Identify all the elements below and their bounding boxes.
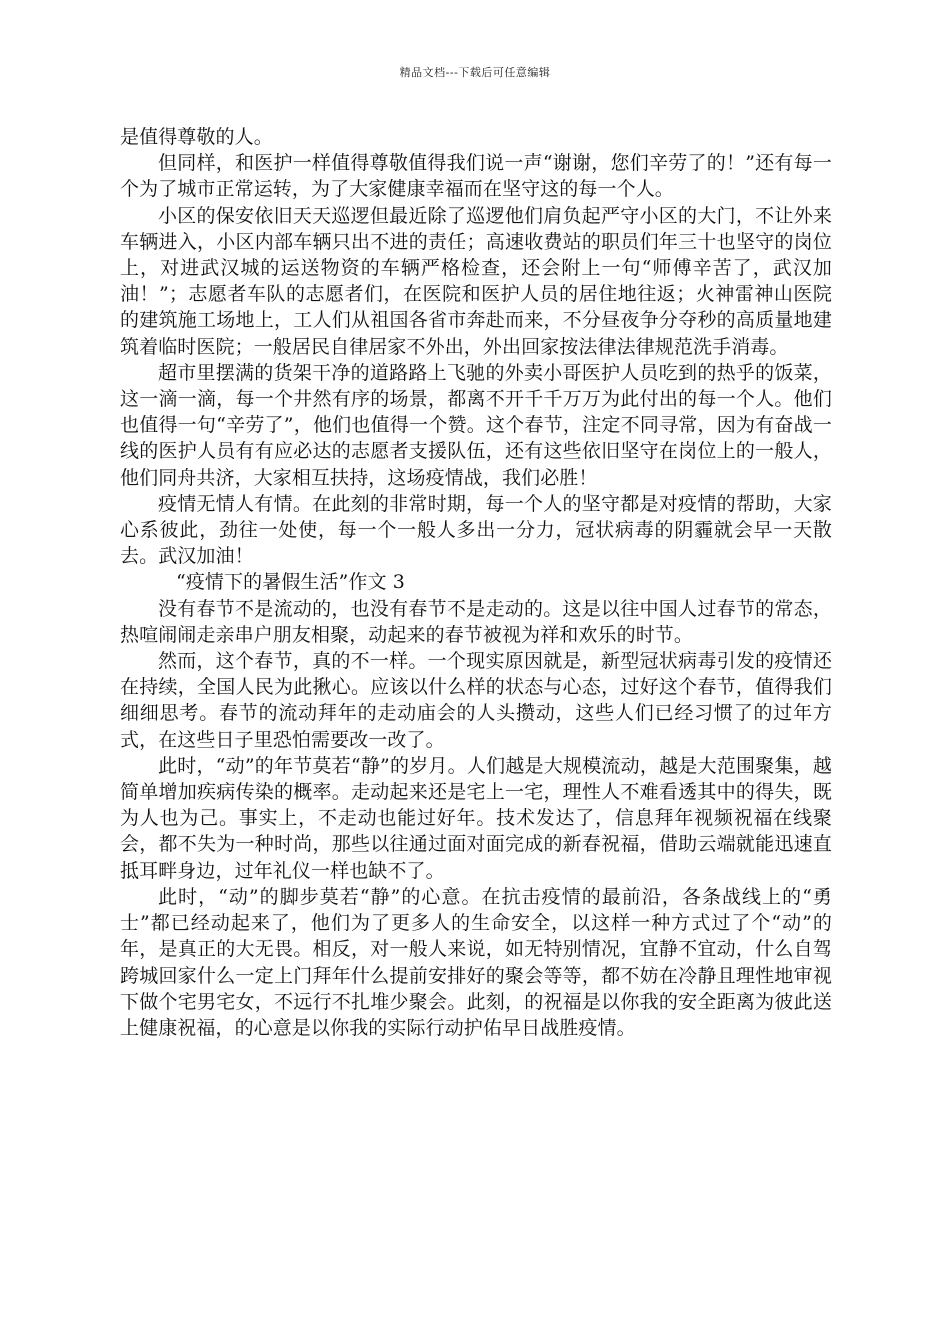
paragraph: 超市里摆满的货架干净的道路路上飞驰的外卖小哥医护人员吃到的热乎的饭菜，这一滴一滴，每一个井然有序的场景，都离不开千千万万为此付出的每一个人。他们也值得一句“辛劳了”，他们也值得一个赞。这个春节，注定不同寻常，因为有奋战一线的医护人员有有应必达的志愿者支援队伍，还有这些依旧坚守在岗位上的一般人，他们同舟共济，大家相互扶持，这场疫情战，我们必胜！ (120, 361, 832, 489)
paragraph: 然而，这个春节，真的不一样。一个现实原因就是，新型冠状病毒引发的疫情还在持续，全国人民为此揪心。应该以什么样的状态与心态，过好这个春节，值得我们细细思考。春节的流动拜年的走动庙会的人头攒动，这些人们已经习惯了的过年方式，在这些日子里恐怕需要改一改了。 (120, 650, 832, 751)
page-header: 精品文档---下载后可任意编辑 (399, 66, 551, 79)
document-body (120, 124, 832, 1041)
paragraph: 疫情无情人有情。在此刻的非常时期，每一个人的坚守都是对疫情的帮助，大家心系彼此，劲往一处使，每一个一般人多出一分力，冠状病毒的阴霾就会早一天散去。武汉加油！ (120, 492, 832, 568)
paragraph: 此时，“动”的年节莫若“静”的岁月。人们越是大规模流动，越是大范围聚集，越简单增加疾病传染的概率。走动起来还是宅上一宅，理性人不难看透其中的得失，既为人也为己。事实上，不走动也能过好年。技术发达了，信息拜年视频祝福在线聚会，都不失为一种时尚，那些以往通过面对面完成的新春祝福，借助云端就能迅速直抵耳畔身边，过年礼仪一样也缺不了。 (120, 754, 832, 882)
paragraph-continuation: 是值得尊敬的人。 (120, 126, 273, 148)
paragraph: 此时，“动”的脚步莫若“静”的心意。在抗击疫情的最前沿，各条战线上的“勇士”都已经动起来了，他们为了更多人的生命安全，以这样一种方式过了个“动”的年，是真正的大无畏。相反，对一般人来说，如无特别情况，宜静不宜动，什么自驾跨城回家什么一定上门拜年什么提前安排好的聚会等等，都不妨在冷静且理性地审视下做个宅男宅女，不远行不扎堆少聚会。此刻，的祝福是以你我的安全距离为彼此送上健康祝福，的心意是以你我的实际行动护佑早日战胜疫情。 (120, 885, 832, 1039)
paragraph: 小区的保安依旧天天巡逻但最近除了巡逻他们肩负起严守小区的大门，不让外来车辆进入，小区内部车辆只出不进的责任；高速收费站的职员们年三十也坚守的岗位上，对进武汉城的运送物资的车辆严格检查，还会附上一句“师傅辛苦了，武汉加油！”；志愿者车队的志愿者们，在医院和医护人员的居住地往返；火神雷神山医院的建筑施工场地上，工人们从祖国各省市奔赴而来，不分昼夜争分夺秒的高质量地建筑着临时医院；一般居民自律居家不外出，外出回家按法律法律规范洗手消毒。 (120, 204, 832, 358)
paragraph: 但同样，和医护一样值得尊敬值得我们说一声“谢谢，您们辛劳了的！”还有每一个为了城市正常运转，为了大家健康幸福而在坚守这的每一个人。 (120, 152, 832, 201)
essay-title: “疫情下的暑假生活”作文 3 (176, 571, 405, 594)
paragraph: 没有春节不是流动的，也没有春节不是走动的。这是以往中国人过春节的常态，热喧闹闹走亲串户朋友相聚，动起来的春节被视为祥和欢乐的时节。 (120, 597, 832, 646)
